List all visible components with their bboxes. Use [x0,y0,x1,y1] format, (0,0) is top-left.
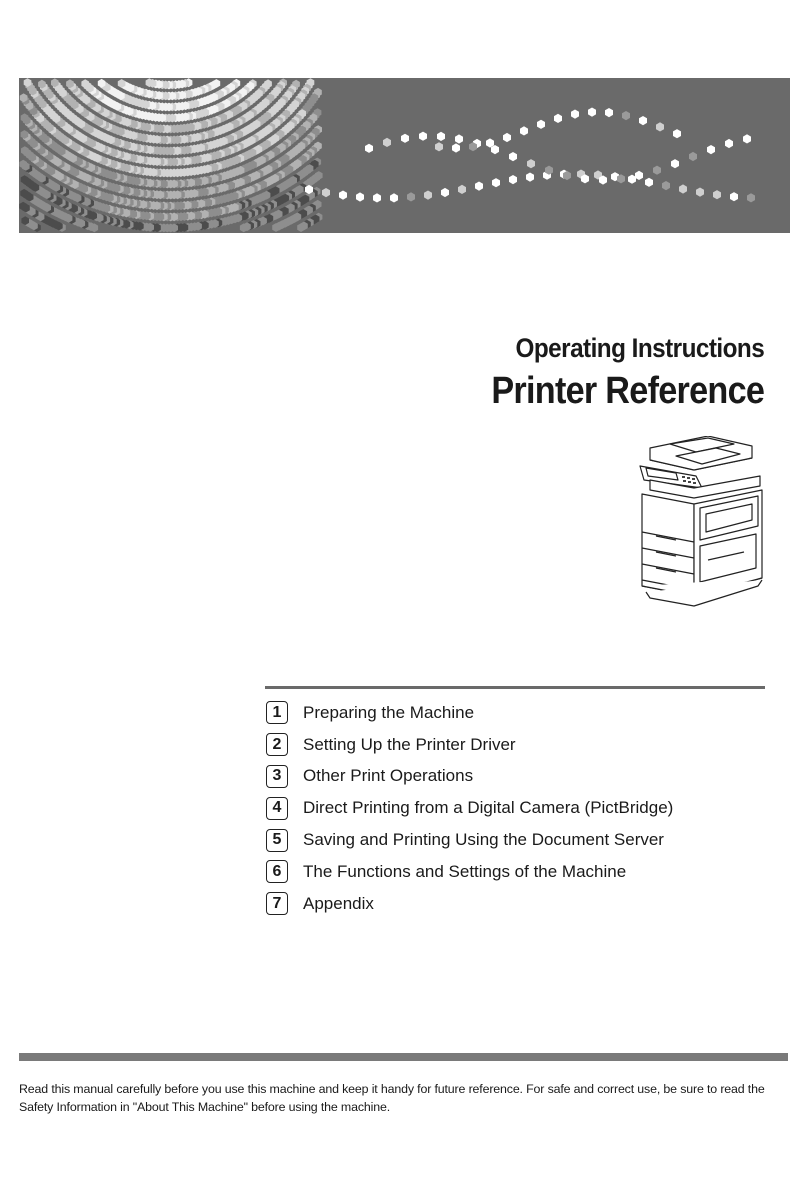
chapter-number-badge: 5 [266,829,288,852]
toc-item[interactable] [266,729,673,761]
chapter-number-badge: 4 [266,797,288,820]
table-of-contents [266,697,673,920]
safety-notice: Read this manual carefully before you use this machine and keep it handy for future reference. For safe and correct use, be sure to read the Safety Information in "About This Machine" before using the machine. [19,1082,765,1115]
chapter-title: Other Print Operations [303,766,474,786]
chapter-number-badge: 1 [266,701,288,724]
toc-item[interactable] [266,888,673,920]
chapter-title: Saving and Printing Using the Document Server [303,830,664,850]
chapter-title: Direct Printing from a Digital Camera (PictBridge) [303,798,674,818]
chapter-number-badge: 2 [266,733,288,756]
toc-item[interactable] [266,761,673,793]
chapter-number-badge: 3 [266,765,288,788]
toc-item[interactable] [266,792,673,824]
multifunction-printer-icon [636,436,768,608]
toc-item[interactable] [266,824,673,856]
toc-divider [265,686,765,689]
chapter-title: Preparing the Machine [303,702,475,722]
toc-item[interactable] [266,697,673,729]
toc-item[interactable] [266,856,673,888]
footer-divider [19,1053,788,1061]
chapter-title: Setting Up the Printer Driver [303,734,516,754]
title-block [461,330,764,416]
document-subtitle: Operating Instructions [515,333,764,363]
dot-pattern-graphic [19,78,790,233]
chapter-number-badge: 6 [266,860,288,883]
document-title: Printer Reference [491,370,764,412]
header-banner [19,78,790,233]
chapter-title: The Functions and Settings of the Machine [303,861,627,881]
chapter-title: Appendix [303,893,374,913]
chapter-number-badge: 7 [266,892,288,915]
